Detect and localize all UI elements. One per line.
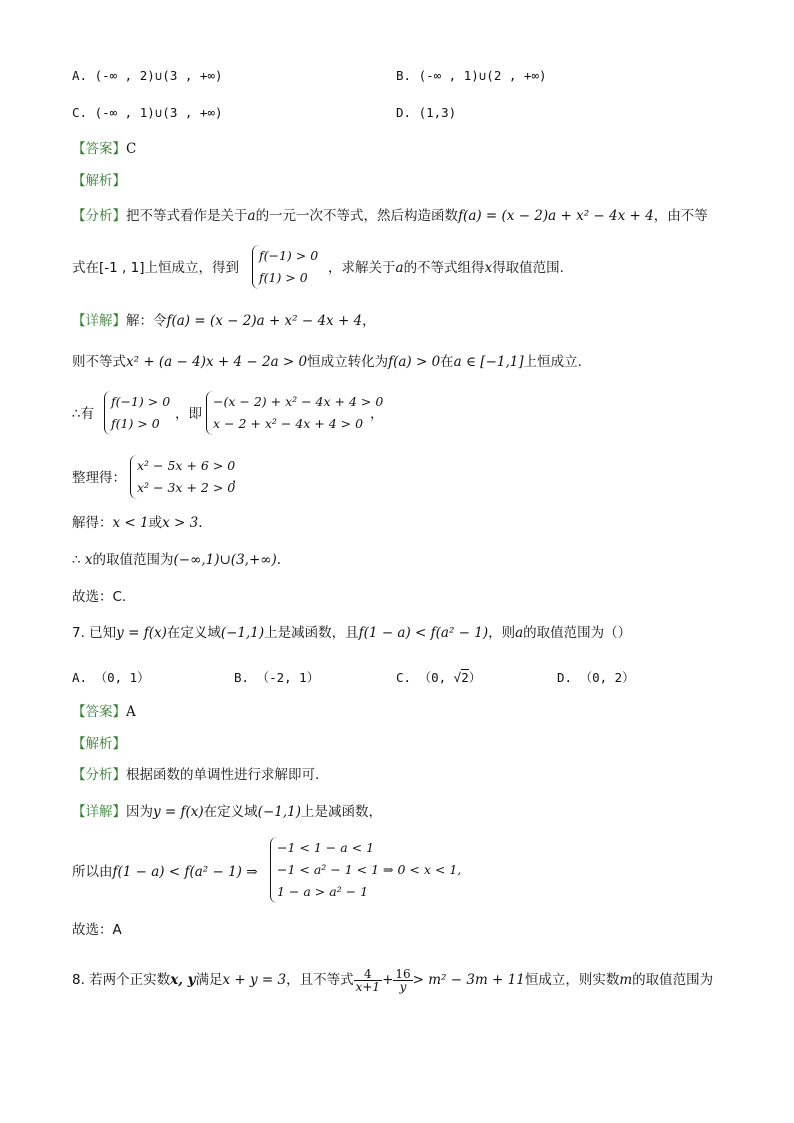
q7-choose bbox=[72, 924, 122, 938]
math: x + y = 3 bbox=[222, 972, 287, 988]
text: 故选：A bbox=[72, 922, 122, 938]
text: 8. 若两个正实数 bbox=[72, 972, 171, 988]
fraction-4 bbox=[354, 968, 382, 993]
text: 故选：C. bbox=[72, 589, 127, 605]
math: (−1,1) bbox=[257, 804, 301, 820]
system-row: −1 < 1 − a < 1 bbox=[277, 840, 375, 855]
q7-answer-line bbox=[72, 706, 136, 720]
text: 把不等式看作是关于 bbox=[126, 208, 248, 224]
q7-option-c bbox=[396, 668, 481, 686]
therefore-sign: ∴ bbox=[72, 552, 81, 568]
text: 满足 bbox=[195, 972, 223, 988]
system-row: f(1) > 0 bbox=[259, 270, 308, 285]
system-you bbox=[104, 391, 170, 435]
text: ，由不等 bbox=[653, 208, 708, 224]
text: ∴有 bbox=[72, 406, 95, 422]
fenxi-tag: 【分析】 bbox=[72, 208, 126, 224]
answer-tag: 【答案】 bbox=[72, 141, 126, 157]
q6-option-d: D. (1,3) bbox=[396, 105, 457, 120]
q8-stem bbox=[72, 968, 713, 993]
q6-analysis-line bbox=[72, 175, 126, 189]
q6-you bbox=[72, 408, 94, 422]
q7-fenxi-line bbox=[72, 769, 319, 783]
text: ，求解关于 bbox=[328, 260, 396, 276]
text: 恒成立转化为 bbox=[307, 354, 389, 370]
system-row: 1 − a > a² − 1 bbox=[277, 884, 369, 899]
text: ，且不等式 bbox=[286, 972, 354, 988]
text: 式在[-1 , 1]上恒成立，得到 bbox=[72, 260, 239, 276]
answer-value: C bbox=[126, 141, 137, 157]
text: 的一元一次不等式，然后构造函数 bbox=[255, 208, 459, 224]
denominator: x+1 bbox=[355, 980, 381, 994]
text: 的取值范围为 bbox=[92, 552, 174, 568]
text: 所以由 bbox=[72, 864, 113, 880]
math: x bbox=[484, 260, 493, 276]
numerator: 16 bbox=[395, 967, 411, 981]
q7-option-b: B. （-2, 1） bbox=[234, 670, 320, 685]
system-fenxi bbox=[252, 245, 318, 289]
q6-ji bbox=[175, 408, 202, 422]
answer-value: A bbox=[126, 704, 136, 720]
q6-option-a: A. (-∞ , 2)∪(3 , +∞) bbox=[72, 68, 223, 83]
math: f(a) > 0 bbox=[388, 354, 441, 370]
q6-option-b: B. (-∞ , 1)∪(2 , +∞) bbox=[396, 68, 547, 83]
math: a bbox=[395, 260, 404, 276]
text: 因为 bbox=[126, 804, 153, 820]
math: (−∞,1)∪(3,+∞) bbox=[173, 552, 277, 568]
text: 根据函数的单调性进行求解即可. bbox=[126, 767, 320, 783]
detail-tag: 【详解】 bbox=[72, 313, 126, 329]
answer-tag: 【答案】 bbox=[72, 704, 126, 720]
text: ， bbox=[232, 470, 246, 486]
q6-option-c: C. (-∞ , 1)∪(3 , +∞) bbox=[72, 105, 223, 120]
text: 在 bbox=[440, 354, 454, 370]
system-row: f(−1) > 0 bbox=[111, 394, 171, 409]
sqrt-sign: √ bbox=[453, 670, 462, 685]
system-row: x² − 5x + 6 > 0 bbox=[137, 458, 236, 473]
text: 在定义域 bbox=[166, 625, 221, 641]
analysis-tag: 【解析】 bbox=[72, 173, 126, 189]
math: (−1,1) bbox=[220, 625, 265, 641]
system-row: −1 < a² − 1 < 1 ⇒ 0 < x < 1, bbox=[277, 862, 462, 877]
plus: + bbox=[382, 972, 394, 988]
q6-detail-line2 bbox=[72, 356, 582, 370]
math: x < 1 bbox=[112, 515, 149, 531]
text: 则不等式 bbox=[72, 354, 126, 370]
q6-fenxi-line2b bbox=[328, 262, 564, 276]
math: m bbox=[619, 972, 633, 988]
math: a bbox=[247, 208, 256, 224]
system-row: x² − 3x + 2 > 0 bbox=[137, 480, 236, 495]
system-ji bbox=[206, 391, 383, 435]
text: C. （0, bbox=[396, 670, 447, 685]
detail-tag: 【详解】 bbox=[72, 804, 126, 820]
q7-option-d: D. （0, 2） bbox=[557, 670, 635, 685]
sqrt-value: 2 bbox=[461, 670, 469, 685]
text: 上是减函数， bbox=[301, 804, 382, 820]
text: 解得： bbox=[72, 515, 113, 531]
q7-detail-line1 bbox=[72, 806, 382, 820]
system-zhengli bbox=[130, 455, 235, 499]
text: 的取值范围为（） bbox=[523, 625, 632, 641]
q6-comma bbox=[370, 408, 384, 422]
q6-jiede bbox=[72, 517, 203, 531]
math: y = f(x) bbox=[116, 625, 167, 641]
text: ， bbox=[370, 406, 384, 422]
q6-detail-line1 bbox=[72, 315, 376, 329]
text: . bbox=[198, 515, 203, 531]
q7-detail-line2 bbox=[72, 866, 258, 880]
text: ，即 bbox=[175, 406, 202, 422]
math: f(a) = (x − 2)a + x² − 4x + 4 bbox=[458, 208, 654, 224]
math: a ∈ [−1,1] bbox=[453, 354, 524, 370]
denominator: y bbox=[399, 980, 407, 994]
math: y = f(x) bbox=[153, 804, 204, 820]
text: 在定义域 bbox=[203, 804, 258, 820]
q6-zhengli bbox=[72, 472, 126, 486]
text: 上恒成立. bbox=[523, 354, 582, 370]
math: f(1 − a) < f(a² − 1) ⇒ bbox=[112, 864, 258, 880]
text: 得取值范围. bbox=[492, 260, 564, 276]
system-row: −(x − 2) + x² − 4x + 4 > 0 bbox=[213, 394, 384, 409]
q7-option-a: A. （0, 1） bbox=[72, 670, 150, 685]
q6-fenxi-line2 bbox=[72, 262, 239, 276]
q6-comma2 bbox=[232, 472, 246, 486]
system-row: f(1) > 0 bbox=[111, 416, 160, 431]
fenxi-tag: 【分析】 bbox=[72, 767, 126, 783]
math: f(1 − a) < f(a² − 1) bbox=[358, 625, 489, 641]
text: ） bbox=[468, 670, 482, 685]
q6-choose bbox=[72, 591, 126, 605]
text: . bbox=[276, 552, 282, 568]
math: > m² − 3m + 11 bbox=[412, 972, 525, 988]
text: 或 bbox=[148, 515, 163, 531]
math: a bbox=[515, 625, 524, 641]
text: 的取值范围为 bbox=[632, 972, 714, 988]
q7-stem bbox=[72, 627, 631, 641]
q6-answer-line bbox=[72, 143, 136, 157]
numerator: 4 bbox=[354, 968, 382, 981]
fraction-16 bbox=[393, 968, 412, 993]
text: 恒成立，则实数 bbox=[524, 972, 620, 988]
math: x, y bbox=[170, 972, 196, 988]
text: 的不等式组得 bbox=[403, 260, 485, 276]
text: 7. 已知 bbox=[72, 625, 117, 641]
q6-range bbox=[72, 554, 281, 568]
text: 解：令 bbox=[126, 313, 167, 329]
analysis-tag: 【解析】 bbox=[72, 736, 126, 752]
system-q7 bbox=[270, 837, 461, 903]
math: x² + (a − 4)x + 4 − 2a > 0 bbox=[126, 354, 308, 370]
math: f(a) = (x − 2)a + x² − 4x + 4 bbox=[166, 313, 363, 329]
text: ，则 bbox=[488, 625, 516, 641]
system-row: x − 2 + x² − 4x + 4 > 0 bbox=[213, 416, 364, 431]
text: ， bbox=[362, 313, 376, 329]
q6-fenxi-line1 bbox=[72, 210, 708, 224]
system-row: f(−1) > 0 bbox=[259, 248, 319, 263]
math: x bbox=[84, 552, 93, 568]
q7-analysis-line bbox=[72, 738, 126, 752]
math: x > 3 bbox=[162, 515, 199, 531]
text: 整理得： bbox=[72, 470, 126, 486]
text: 上是减函数，且 bbox=[264, 625, 359, 641]
